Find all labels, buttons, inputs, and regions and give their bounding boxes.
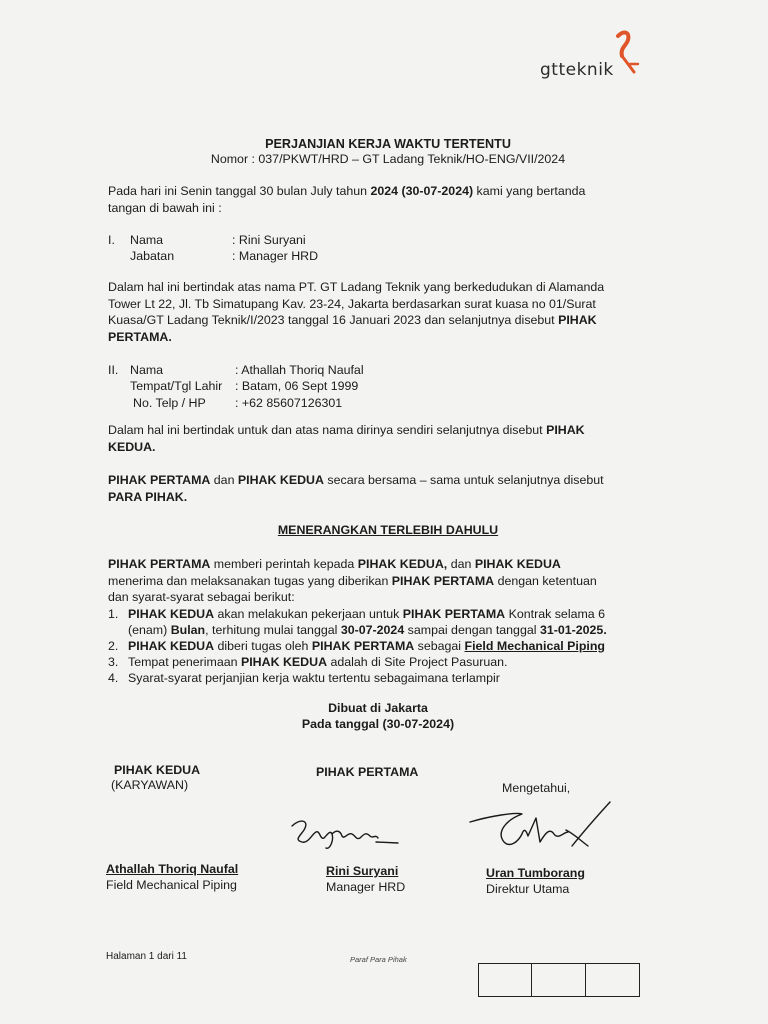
list-item-1-line-1 <box>128 606 605 622</box>
list-item-1-number: 1. <box>108 607 119 621</box>
document-title: PERJANJIAN KERJA WAKTU TERTENTU <box>265 137 511 151</box>
party-2-phone-label: No. Telp / HP <box>133 396 206 410</box>
paraf-box-divider <box>585 964 586 996</box>
party-2-name-label: Nama <box>130 363 164 377</box>
signatory-mengetahui-position: Direktur Utama <box>486 882 570 896</box>
signature-rini-icon <box>286 812 416 856</box>
party-2-description <box>108 422 646 455</box>
party-1-desc-line-1: Dalam hal ini bertindak atas nama PT. GT Ladang Teknik yang berkedudukan di Alamanda <box>108 280 605 294</box>
para-pihak-label: PARA PIHAK. <box>108 489 188 504</box>
signature-uran-icon <box>460 798 640 860</box>
list-item-2-number: 2. <box>108 639 119 653</box>
list-item-4: Syarat-syarat perjanjian kerja waktu tertentu sebagaimana terlampir <box>128 671 500 685</box>
page-number: Halaman 1 dari 11 <box>106 951 187 962</box>
list-item-1-enam: (enam) <box>128 623 171 637</box>
party-2-phone-value: : +62 85607126301 <box>235 396 343 410</box>
section-intro-pihak-pertama-2: PIHAK PERTAMA <box>391 573 495 588</box>
intro-line-2: tangan di bawah ini : <box>108 200 222 215</box>
list-item-1-start-date: 30-07-2024 <box>340 623 405 637</box>
section-intro-pihak-kedua: PIHAK KEDUA, <box>357 557 448 571</box>
list-item-2-pihak-pertama: PIHAK PERTAMA <box>311 639 415 653</box>
list-item-2-text: diberi tugas oleh <box>214 639 312 653</box>
list-item-3 <box>128 654 508 670</box>
para-pihak-paragraph <box>108 472 646 505</box>
party-2-desc-line-1: Dalam hal ini bertindak untuk dan atas nama dirinya sendiri selanjutnya disebut <box>108 423 547 437</box>
signatory-kedua-name: Athallah Thoriq Naufal <box>106 862 239 876</box>
section-intro-and: dan <box>447 557 475 571</box>
signatory-pertama-name: Rini Suryani <box>326 864 399 878</box>
party-1-name-label: Nama <box>130 233 164 247</box>
logo-text: gtteknik <box>540 60 614 80</box>
signatory-pertama-position: Manager HRD <box>326 880 406 894</box>
signatory-mengetahui-role: Mengetahui, <box>502 781 571 795</box>
intro-text: Pada hari ini Senin tanggal 30 bulan July tahun <box>108 184 371 198</box>
company-logo <box>538 26 650 86</box>
list-item-2 <box>128 638 605 654</box>
list-item-1-text-3: , terhitung mulai tanggal <box>205 623 341 637</box>
intro-date: 2024 (30-07-2024) <box>370 184 474 198</box>
party-1-name-value: : Rini Suryani <box>232 233 306 247</box>
party-2-desc-pihak: PIHAK <box>546 423 585 437</box>
list-item-1-pihak-kedua: PIHAK KEDUA <box>128 607 215 621</box>
party-2-birth-label: Tempat/Tgl Lahir <box>130 379 223 393</box>
section-intro-text-4: dan syarat-syarat sebagai berikut: <box>108 590 295 604</box>
party-1-desc-line-3: Kuasa/GT Ladang Teknik/I/2023 tanggal 16 Januari 2023 dan selanjutnya disebut <box>108 313 559 327</box>
document-number: Nomor : 037/PKWT/HRD – GT Ladang Teknik/HO-ENG/VII/2024 <box>210 152 566 166</box>
list-item-1-line-2 <box>128 622 607 638</box>
para-pihak-second: PIHAK KEDUA <box>237 473 324 487</box>
section-intro-pihak-pertama: PIHAK PERTAMA <box>108 557 211 571</box>
list-item-2-job-title: Field Mechanical Piping <box>464 639 605 653</box>
list-item-2-pihak-kedua: PIHAK KEDUA <box>128 639 215 653</box>
party-1-desc-pihak: PIHAK <box>558 313 597 327</box>
section-intro-pihak-kedua-2: PIHAK KEDUA <box>474 557 561 571</box>
list-item-1-pihak-pertama: PIHAK PERTAMA <box>402 607 506 621</box>
list-item-1-bulan: Bulan <box>170 623 206 637</box>
section-title: MENERANGKAN TERLEBIH DAHULU <box>277 523 499 537</box>
section-intro-text-3: dengan ketentuan <box>494 573 597 588</box>
signatory-kedua-sub: (KARYAWAN) <box>111 778 189 792</box>
list-item-3-text-2: adalah di Site Project Pasuruan. <box>327 655 508 669</box>
place-line: Dibuat di Jakarta <box>328 701 428 715</box>
party-1-position-label: Jabatan <box>130 249 175 263</box>
signatory-pertama-role: PIHAK PERTAMA <box>316 765 419 779</box>
list-item-1-end-date: 31-01-2025. <box>539 623 607 637</box>
para-pihak-first: PIHAK PERTAMA <box>108 473 211 487</box>
paraf-label: Paraf Para Pihak <box>350 955 407 964</box>
para-pihak-and: dan <box>210 473 238 487</box>
list-item-1-text: akan melakukan pekerjaan untuk <box>214 607 403 621</box>
party-2-birth-value: : Batam, 06 Sept 1999 <box>235 379 359 393</box>
section-intro-text-1: memberi perintah kepada <box>210 557 358 571</box>
signatory-kedua-role: PIHAK KEDUA <box>114 763 201 777</box>
list-item-3-text: Tempat penerimaan <box>128 655 241 669</box>
para-pihak-text: secara bersama – sama untuk selanjutnya disebut <box>323 473 604 487</box>
list-item-1-text-2: Kontrak selama 6 <box>505 607 606 621</box>
list-item-3-pihak-kedua: PIHAK KEDUA <box>240 655 328 669</box>
party-2-number: II. <box>108 363 119 377</box>
party-1-desc-pertama: PERTAMA. <box>108 329 172 344</box>
section-intro-text-2: menerima dan melaksanakan tugas yang diberikan <box>108 573 392 588</box>
list-item-4-number: 4. <box>108 671 119 685</box>
list-item-1-text-4: sampai dengan tanggal <box>404 623 540 637</box>
paraf-box <box>478 963 640 997</box>
date-line: Pada tanggal (30-07-2024) <box>301 717 455 731</box>
party-2-desc-kedua: KEDUA. <box>108 439 156 454</box>
signatory-kedua-position: Field Mechanical Piping <box>106 878 237 892</box>
party-1-position-value: : Manager HRD <box>232 249 319 263</box>
party-1-description <box>108 279 646 345</box>
party-1-desc-line-2: Tower Lt 22, Jl. Tb Simatupang Kav. 23-24, Jakarta berdasarkan surat kuasa no 01/Surat <box>108 296 596 311</box>
party-1-number: I. <box>108 233 115 247</box>
intro-text-end: kami yang bertanda <box>473 184 586 198</box>
intro-paragraph <box>108 183 646 216</box>
list-item-2-sebagai: sebagai <box>414 639 465 653</box>
signatory-mengetahui-name: Uran Tumborang <box>486 866 585 880</box>
list-item-3-number: 3. <box>108 655 119 669</box>
paraf-box-divider <box>531 964 532 996</box>
party-2-name-value: : Athallah Thoriq Naufal <box>235 363 364 377</box>
section-intro <box>108 556 646 606</box>
